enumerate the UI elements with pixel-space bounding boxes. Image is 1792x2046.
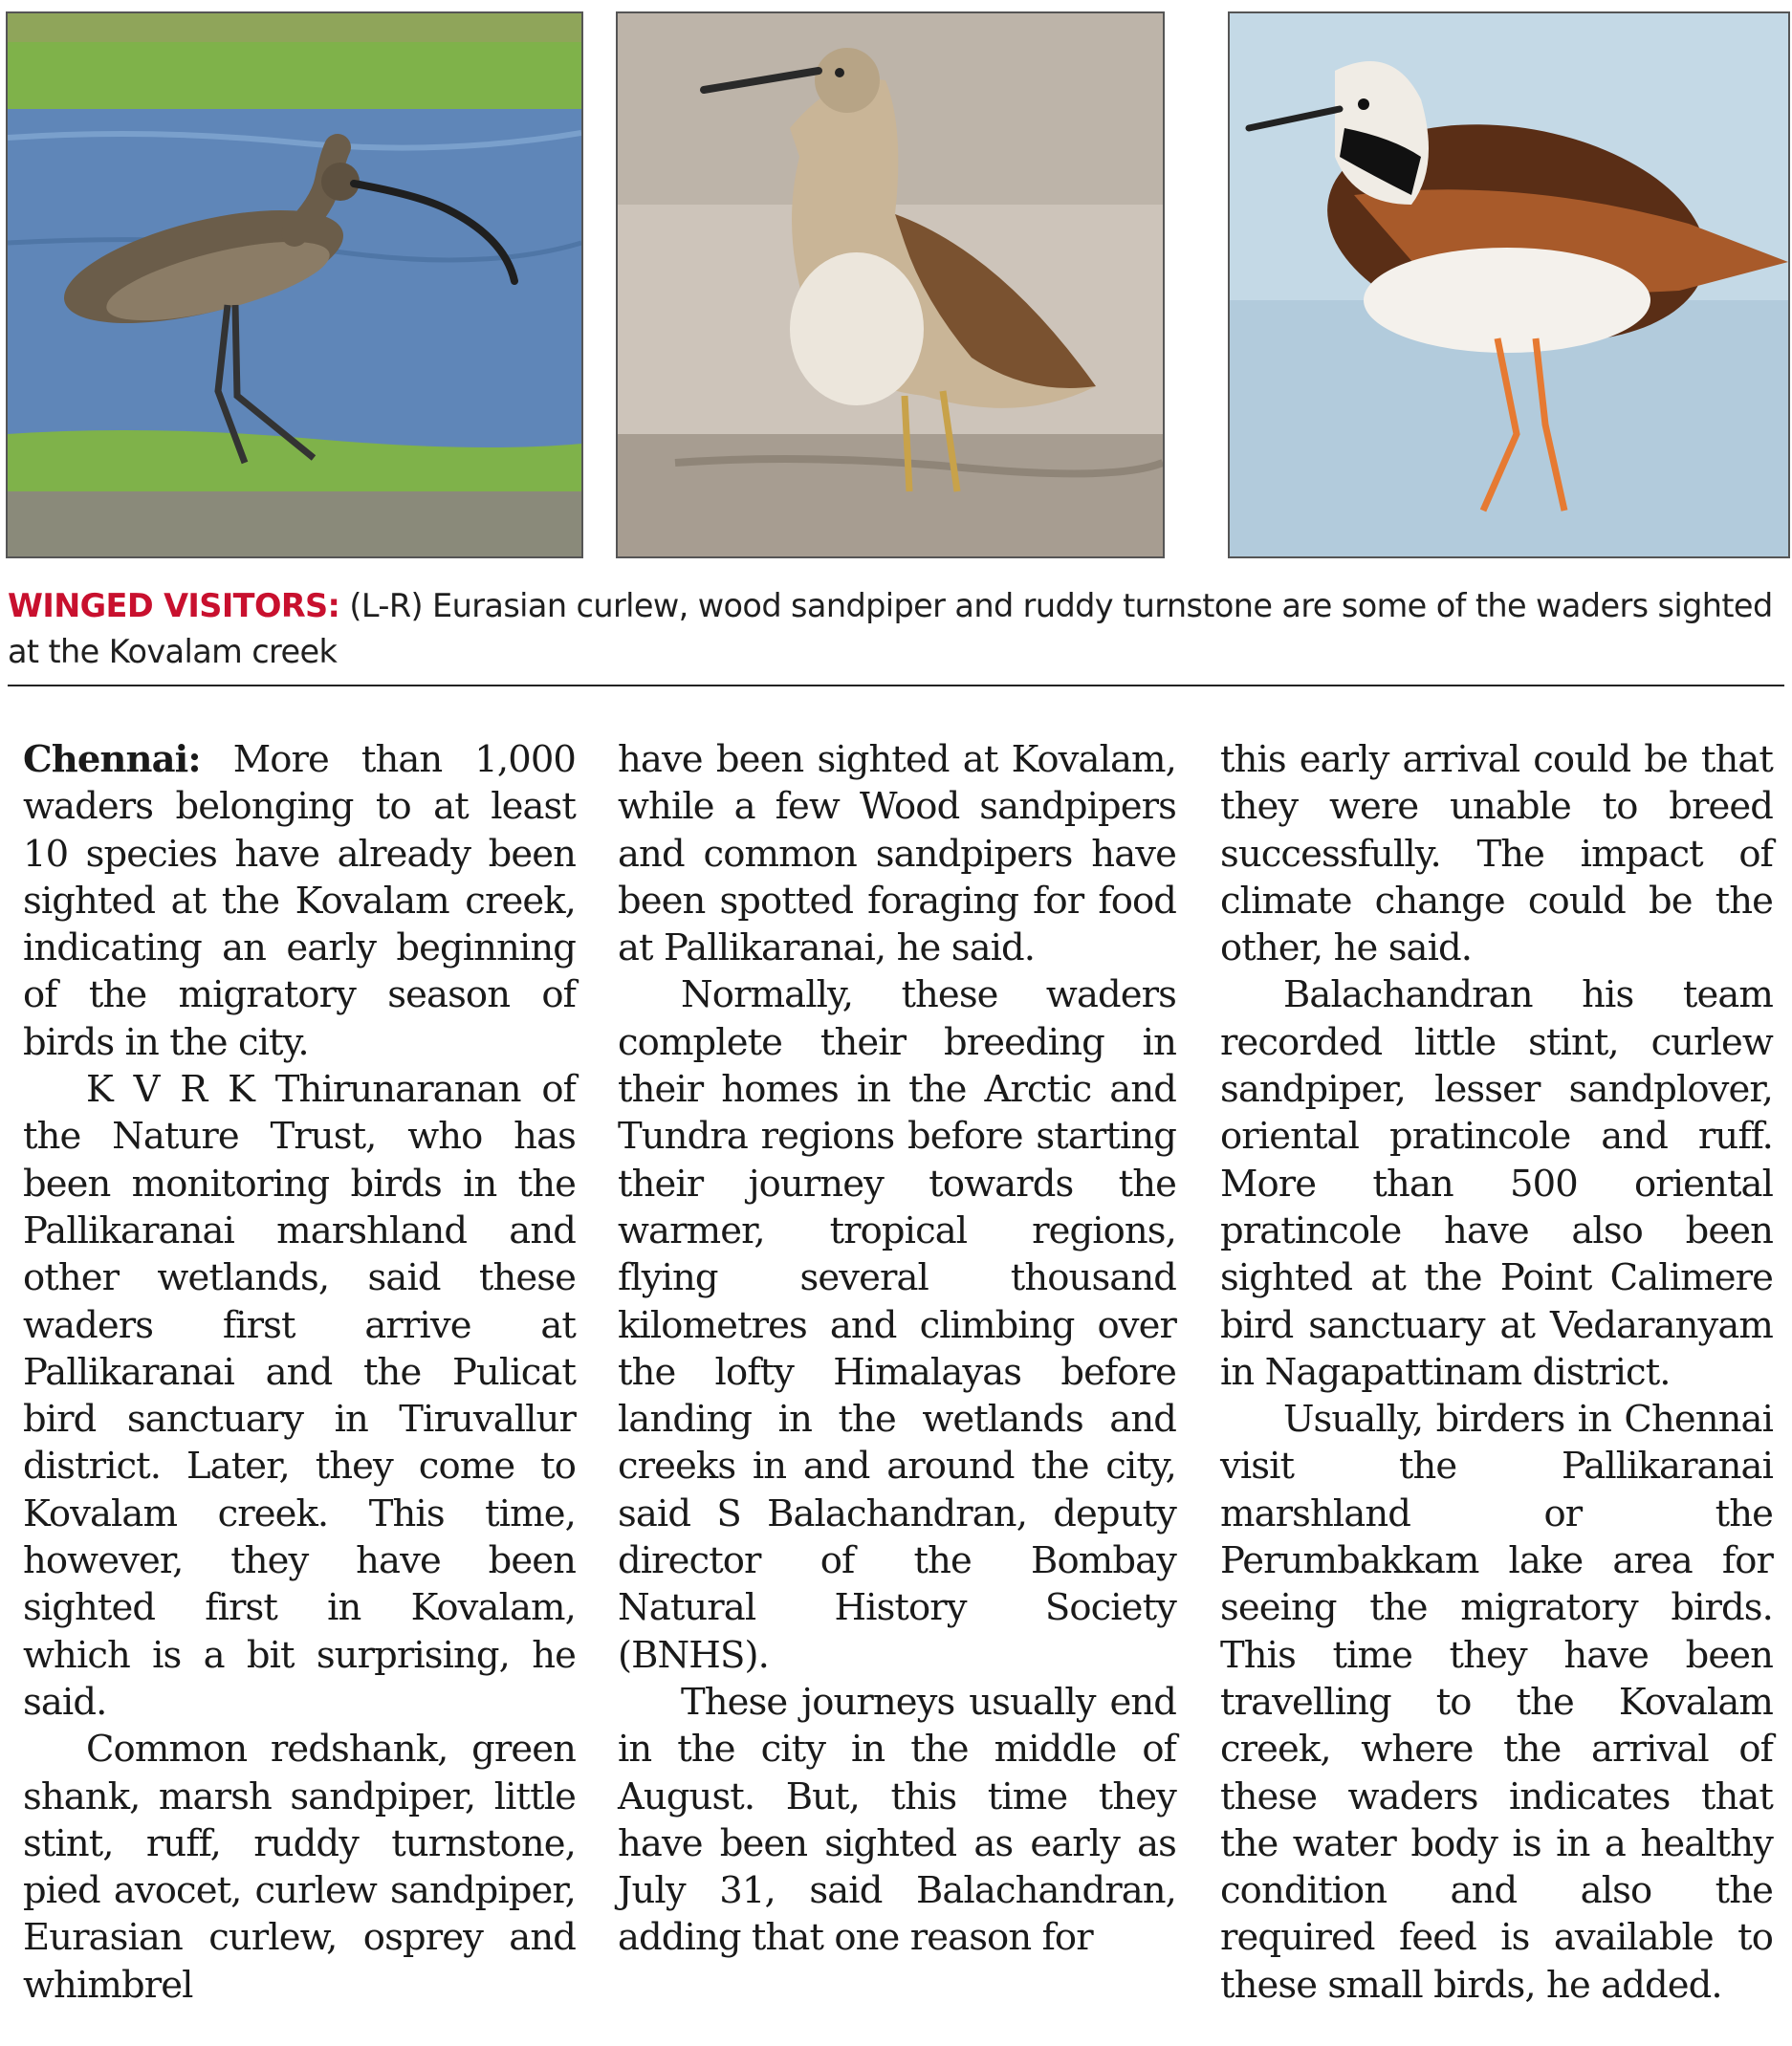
divider [8, 685, 1784, 686]
wood-sandpiper-photo [616, 11, 1165, 558]
article-column-3 [1220, 736, 1773, 2009]
paragraph: Balachandran his team recorded little stint, curlew sandpiper, lesser sandplover, oriental pratincole and ruff. More than 500 oriental pratincole have also been sighted at the Point Calimere bird sanctuary at Vedaranyam in Nagapattinam district. [1220, 973, 1773, 1394]
photo-caption [8, 583, 1777, 675]
paragraph: Common redshank, green shank, marsh sandpiper, little stint, ruff, ruddy turnstone, pied avocet, curlew sandpiper, Eurasian curlew, osprey and whimbrel [23, 1728, 576, 2007]
paragraph: this early arrival could be that they were unable to breed successfully. The impact of climate change could be the other, he said. [1220, 738, 1773, 970]
dateline: Chennai: [23, 738, 201, 781]
ruddy-turnstone-photo [1228, 11, 1790, 558]
paragraph: These journeys usually end in the city in the middle of August. But, this time they have been sighted as early as July 31, said Balachandran, adding that one reason for [618, 1680, 1176, 1960]
caption-kicker: WINGED VISITORS: [8, 587, 340, 624]
paragraph: have been sighted at Kovalam, while a few Wood sandpipers and common sandpipers have been spotted foraging for food at Pallikaranai, he said. [618, 738, 1176, 970]
caption-text: (L-R) Eurasian curlew, wood sandpiper and ruddy turnstone are some of the waders sighted at the Kovalam creek [8, 587, 1773, 670]
article-column-1 [23, 736, 576, 2009]
paragraph-text: More than 1,000 waders belonging to at least 10 species have already been sighted at the Kovalam creek, indicating an early beginning of the migratory season of birds in the city. [23, 738, 577, 1064]
article-column-2 [618, 736, 1176, 1962]
paragraph: Usually, birders in Chennai visit the Pallikaranai marshland or the Perumbakkam lake area for seeing the migratory birds. This time they have been travelling to the Kovalam creek, where the arrival of these waders indicates that the water body is in a healthy condition and also the required feed is available to these small birds, he added. [1220, 1398, 1773, 2007]
paragraph: Normally, these waders complete their breeding in their homes in the Arctic and Tundra regions before starting their journey towards the warmer, tropical regions, flying several thousand kilometres and climbing over the lofty Himalayas before landing in the wetlands and creeks in and around the city, said S Balachandran, deputy director of the Bombay Natural History Society (BNHS). [618, 973, 1176, 1677]
eurasian-curlew-photo [6, 11, 583, 558]
photo-strip [0, 0, 1792, 564]
lead-paragraph [23, 736, 576, 1066]
paragraph: K V R K Thirunaranan of the Nature Trust, who has been monitoring birds in the Pallikaranai marshland and other wetlands, said these waders first arrive at Pallikaranai and the Pulicat bird sanctuary in Tiruvallur district. Later, they come to Kovalam creek. This time, however, they have been sighted first in Kovalam, which is a bit surprising, he said. [23, 1068, 576, 1724]
